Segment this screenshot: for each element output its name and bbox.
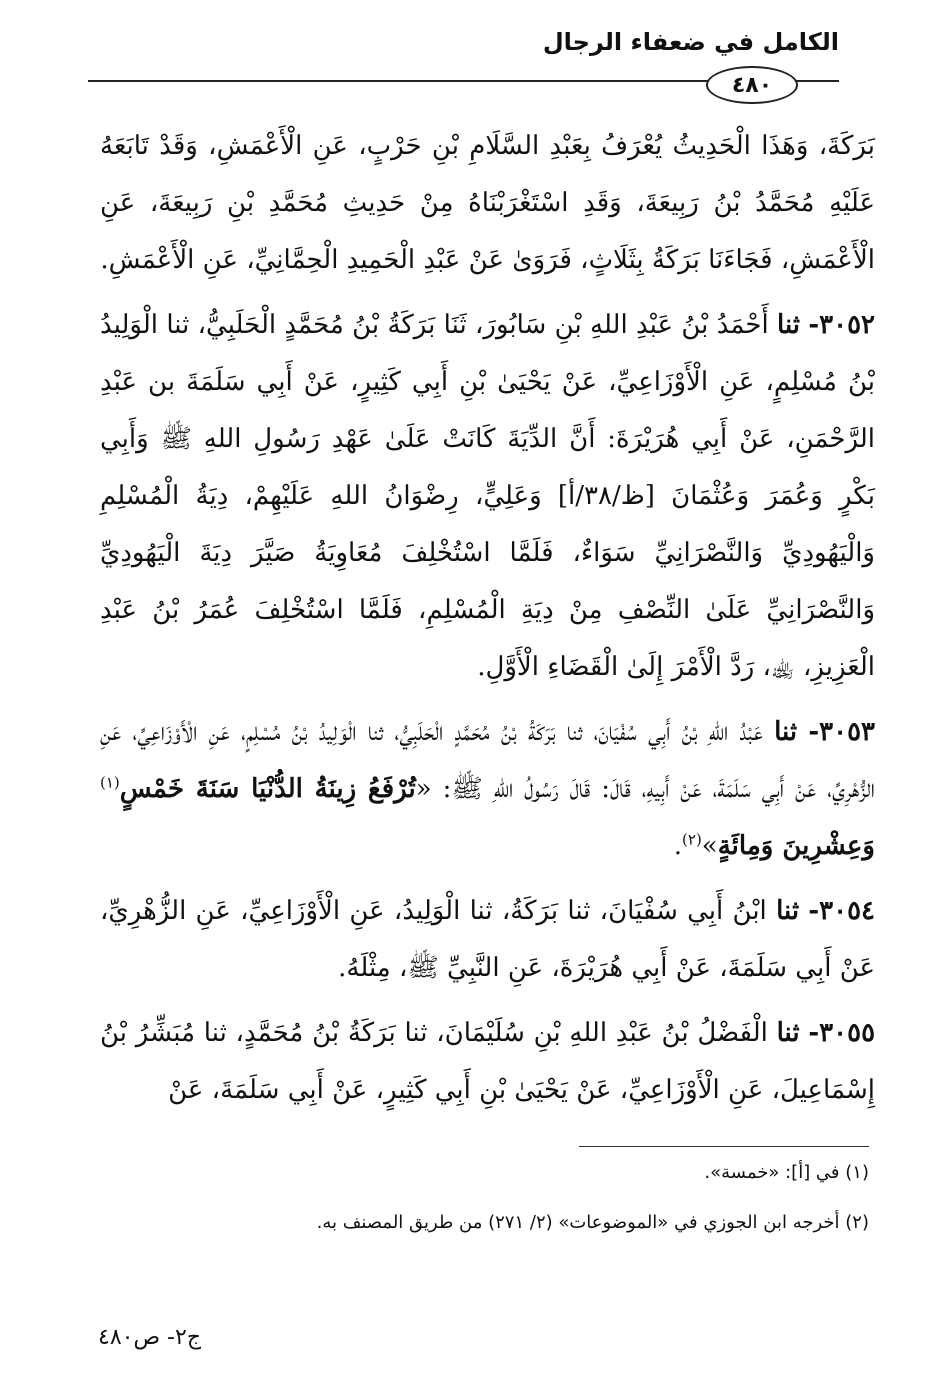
paragraph [100,118,875,289]
book-title: الكامل في ضعفاء الرجال [542,28,839,56]
narration-marker: ثنا [776,1018,800,1048]
paragraph-text: بَرَكَةَ، وَهَذَا الْحَدِيثُ يُعْرَفُ بِعَبْدِ السَّلَامِ بْنِ حَرْبٍ، عَنِ الْأَعْمَشِ، وَقَدْ تَابَعَهُ عَلَيْهِ مُحَمَّدُ بْنُ رَبِيعَةَ، وَقَدِ اسْتَغْرَبْنَاهُ مِنْ حَدِيثِ مُحَمَّدِ بْنِ رَبِيعَةَ، عَنِ الْأَعْمَشِ، فَجَاءَنَا بَرَكَةُ بِثَلَاثٍ، فَرَوَىٰ عَنْ عَبْدِ الْحَمِيدِ الْحِمَّانِيِّ، عَنِ الْأَعْمَشِ. [100,131,875,275]
hadith-text: ابْنُ أَبِي سُفْيَانَ، ثنا بَرَكَةُ، ثنا الْوَلِيدُ، عَنِ الْأَوْزَاعِيِّ، عَنِ الزُّهْرِيِّ، عَنْ أَبِي سَلَمَةَ، عَنْ أَبِي هُرَيْرَةَ، عَنِ النَّبِيِّ ﷺ، مِثْلَهُ. [100,896,875,983]
footnote-ref-2[interactable]: (٢) [682,830,702,849]
hadith-3053 [100,704,875,875]
hadith-3055 [100,1005,875,1119]
body-text [100,118,875,1127]
hadith-3054 [100,883,875,997]
footnotes [100,1158,869,1258]
hadith-text: الْفَضْلُ بْنُ عَبْدِ اللهِ بْنِ سُلَيْمَانَ، ثنا بَرَكَةُ بْنُ مُحَمَّدٍ، ثنا مُبَشِّرُ بْنُ إِسْمَاعِيلَ، عَنِ الْأَوْزَاعِيِّ، عَنْ يَحْيَىٰ بْنِ أَبِي كَثِيرٍ، عَنْ أَبِي سَلَمَةَ، عَنْ [100,1018,875,1105]
hadith-number: ٣٠٥٢- [808,310,876,340]
hadith-3052 [100,297,875,696]
narration-marker: ثنا [774,717,798,747]
hadith-quote-part-1: تُرْفَعُ زِينَةُ الدُّنْيَا سَنَةَ خَمْسٍ [119,774,416,804]
page-number-badge: ٤٨٠ [706,66,798,104]
footnote-separator [579,1146,869,1147]
footnote-2: (٢) أخرجه ابن الجوزي في «الموضوعات» (٢/ ٢٧١) من طريق المصنف به. [316,1212,869,1233]
hadith-text: أَحْمَدُ بْنُ عَبْدِ اللهِ بْنِ سَابُورَ، ثَنَا بَرَكَةُ بْنُ مُحَمَّدٍ الْحَلَبِيُّ، ثنا الْوَلِيدُ بْنُ مُسْلِمٍ، عَنِ الْأَوْزَاعِيِّ، عَنْ يَحْيَىٰ بْنِ أَبِي كَثِيرٍ، عَنْ أَبِي سَلَمَةَ بن عَبْدِ الرَّحْمَنِ، عَنْ أَبِي هُرَيْرَةَ: أَنَّ الدِّيَةَ كَانَتْ عَلَىٰ عَهْدِ رَسُولِ اللهِ ﷺ وَأَبِي بَكْرٍ وَعُمَرَ وَعُثْمَانَ [ظ/٣٨/أ] وَعَلِيٍّ، رِضْوَانُ اللهِ عَلَيْهِمْ، دِيَةُ الْمُسْلِمِ وَالْيَهُودِيِّ وَالنَّصْرَانِيِّ سَوَاءٌ، فَلَمَّا اسْتُخْلِفَ مُعَاوِيَةُ صَيَّرَ دِيَةَ الْيَهُودِيِّ وَالنَّصْرَانِيِّ عَلَىٰ النِّصْفِ مِنْ دِيَةِ الْمُسْلِمِ، فَلَمَّا اسْتُخْلِفَ عُمَرُ بْنُ عَبْدِ الْعَزِيزِ، ﵀، رَدَّ الْأَمْرَ إِلَىٰ الْقَضَاءِ الْأَوَّلِ. [100,310,875,682]
footnote-ref-1[interactable]: (١) [100,773,120,792]
page-footer: ج٢- ص٤٨٠ [98,1325,202,1350]
hadith-number: ٣٠٥٤- [808,896,876,926]
sentence-end: . [673,831,683,861]
narration-marker: ثنا [776,896,800,926]
quote-close: » [701,831,718,861]
hadith-number: ٣٠٥٥- [808,1018,876,1048]
hadith-quote-part-2: وَعِشْرِينَ وَمِائَةٍ [717,831,875,861]
narration-marker: ثنا [777,310,801,340]
footnote-1: (١) في [أ]: «خمسة». [704,1162,869,1183]
hadith-text: عَبْدُ اللهِ بْنُ أَبِي سُفْيَانَ، ثنا بَرَكَةُ بْنُ مُحَمَّدٍ الْحَلَبِيُّ، ثنا الْوَلِيدُ بْنُ مُسْلِمٍ، عَنِ الْأَوْزَاعِيِّ، عَنِ الزُّهْرِيِّ، عَنْ أَبِي سَلَمَةَ، عَنْ أَبِيهِ، قَالَ: قَالَ رَسُولُ اللهِ ﷺ: « [100,717,875,804]
hadith-number: ٣٠٥٣- [808,717,876,747]
